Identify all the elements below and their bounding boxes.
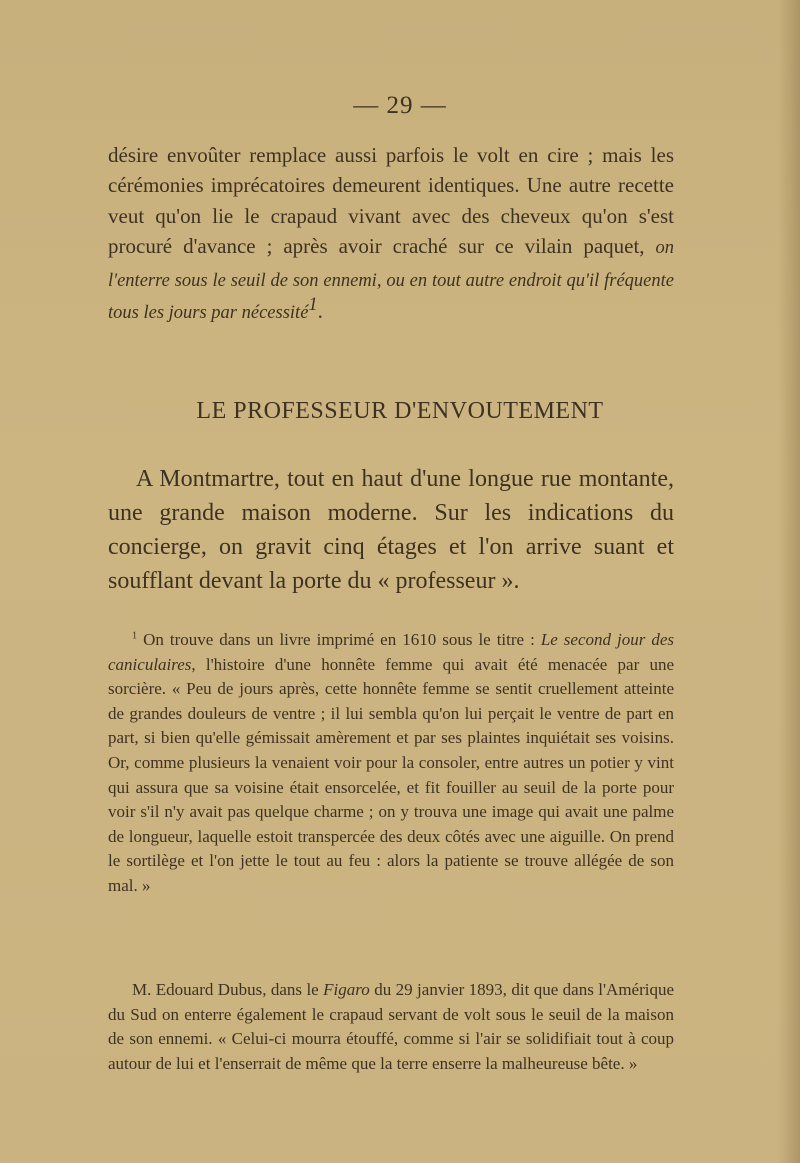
footnote-text-cont: , l'histoire d'une honnête femme qui avait été menacée par une sorcière. « Peu de jours après, cette honnête femme se sentit cruellement atteinte de grandes douleurs de ventre ; il lui sembla qu'on lui perçait le ventre de part en part, si bien qu'elle gémissait amèrement et par ses plaintes inquiétait ses voisins. Or, comme plusieurs la venaient voir pour la consoler, entre autres un potier y vint qui assura que sa voisine était ensorcelée, et fit fouiller au seuil de la porte pour voir s'il n'y avait pas quelque charme ; on y trouva une image qui avait une palme de longueur, laquelle estoit transpercée des deux côtés avec une aiguille. On prend le sortilège et l'on jette le tout au feu : alors la patiente se trouve allégée de son mal. » — [108, 654, 674, 895]
section-heading: LE PROFESSEUR D'ENVOUTEMENT — [196, 398, 604, 424]
intro-paragraph — [108, 140, 674, 328]
intro-end: . — [317, 299, 323, 324]
footnote-text: On trouve dans un livre imprimé en 1610 sous le titre : — [143, 630, 535, 649]
intro-italic-text: on l'enterre sous le seuil de son ennemi, ou en tout autre endroit qu'il fréquente tous les jours par nécessité — [108, 238, 674, 324]
body-paragraph: A Montmartre, tout en haut d'une longue rue montante, une grande maison moderne. Sur les indications du concierge, on gravit cinq étages et l'on arrive suant et soufflant devant la porte du « professeur ». — [108, 466, 674, 594]
footnote-continuation — [108, 978, 674, 1076]
footnote2-text: M. Edouard Dubus, dans le — [132, 980, 319, 999]
footnote-marker: 1 — [132, 630, 138, 642]
footnote2-text-cont: du 29 janvier 1893, dit que dans l'Amérique du Sud on enterre également le crapaud servant de volt sous le seuil de la maison de son ennemi. « Celui-ci mourra étouffé, comme si l'air se solidifiait tout à coup autour de lui et l'enserrait de même que la terre enserre la malheureuse bête. » — [108, 980, 675, 1073]
footnote-reference: 1 — [308, 295, 318, 316]
footnote — [108, 628, 674, 899]
footnote-italic-title: Le second jour des caniculaires — [108, 630, 675, 674]
footnote2-italic-title: Figaro — [323, 980, 370, 999]
page-number: — 29 — — [353, 92, 447, 119]
intro-text: désire envoûter remplace aussi parfois le volt en cire ; mais les cérémonies imprécatoires demeurent identiques. Une autre recette veut qu'on lie le crapaud vivant avec des cheveux qu'on s'est procuré d'avance ; après avoir craché sur ce vilain paquet, — [108, 143, 674, 259]
